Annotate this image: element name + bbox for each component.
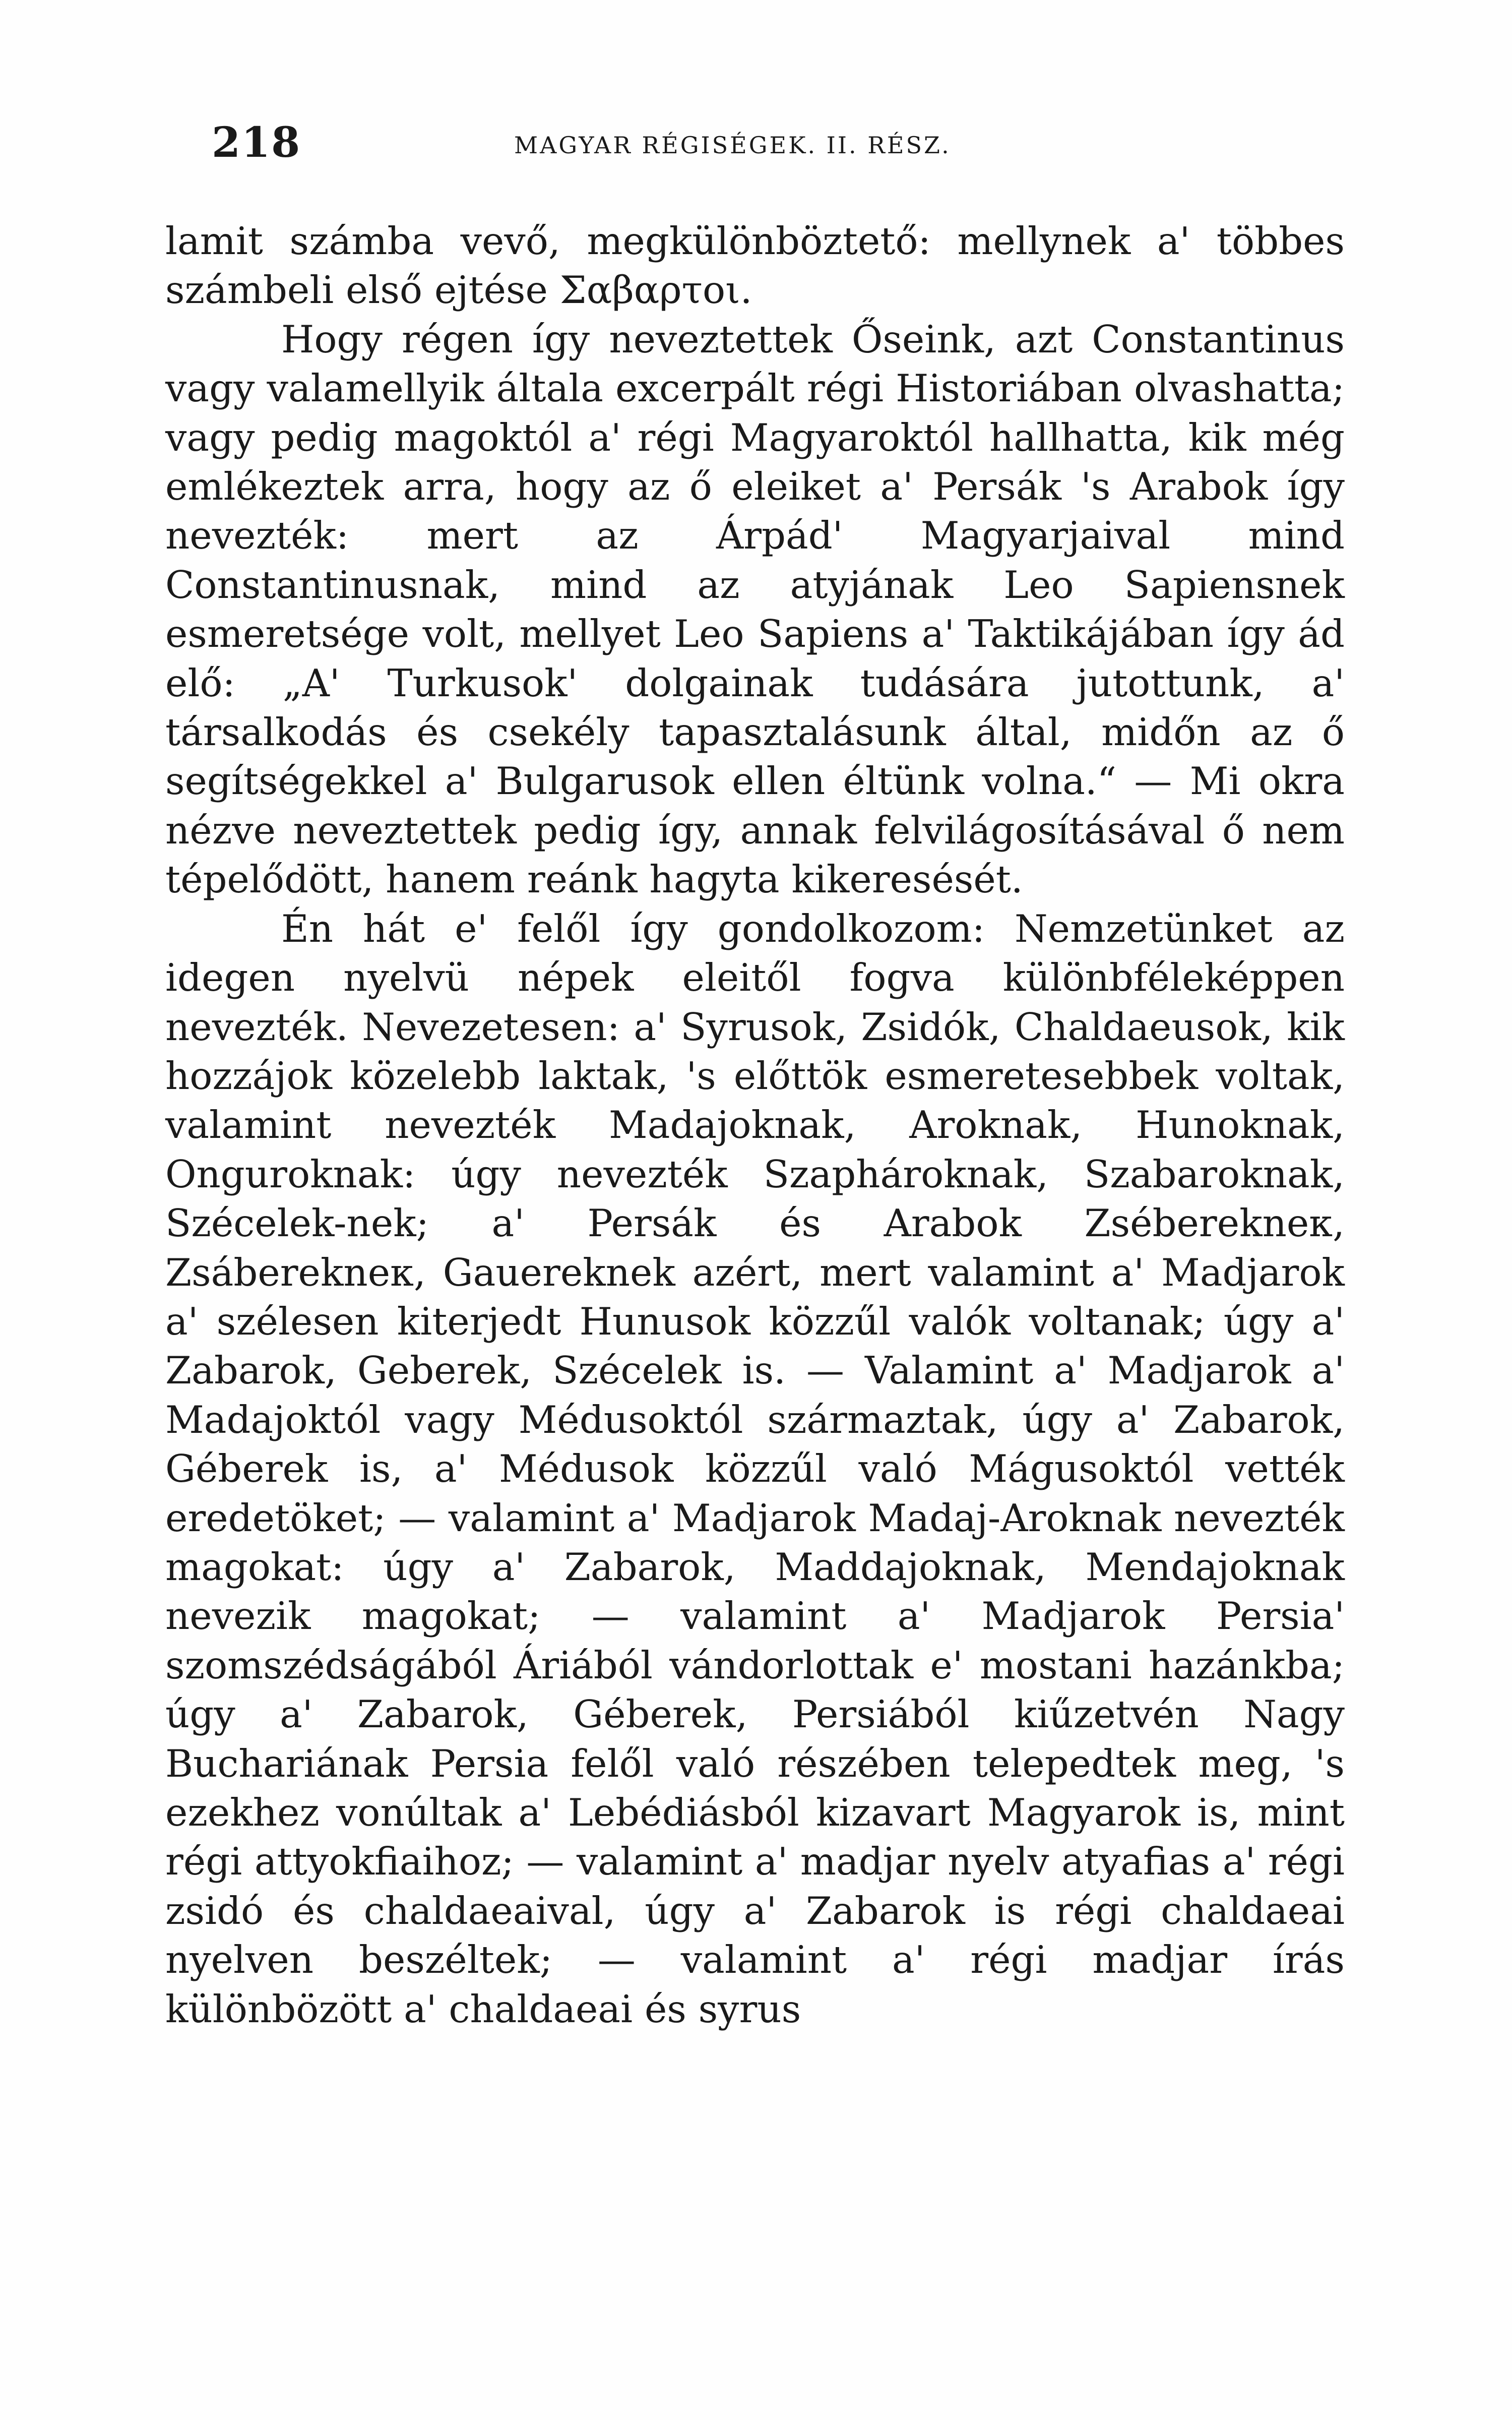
paragraph-nemzetunk: Én hát e' felől így gondolkozom: Nemzetünket az idegen nyelvü népek eleitől fogva különbféleképpen nevezték. Nevezetesen: a' Syrusok, Zsidók, Chaldaeusok, kik hozzájok közelebb laktak, 's előttök esmeretesebbek voltak, valamint nevezték Madajoknak, Aroknak, Hunoknak, Onguroknak: úgy nevezték Szaphároknak, Szabaroknak, Szécelek-nek; a' Persák és Arabok Zséberekneк, Zsáberekneк, Gauereknek azért, mert valamint a' Madjarok a' szélesen kiterjedt Hunusok közzűl valók voltanak; úgy a' Zabarok, Geberek, Szécelek is. — Valamint a' Madjarok a' Madajoktól vagy Médusoktól származtak, úgy a' Zabarok, Géberek is, a' Médusok közzűl való Mágusoktól vették eredetöket; — valamint a' Madjarok Madaj-Aroknak nevezték magokat: úgy a' Zabarok, Maddajoknak, Mendajoknak nevezik magokat; — valamint a' Madjarok Persia' szomszédságából Áriából vándorlottak e' mostani hazánkba; úgy a' Zabarok, Géberek, Persiából kiűzetvén Nagy Buchariának Persia felől való részében telepedtek meg, 's ezekhez vonúltak a' Lebédiásból kizavart Magyarok is, mint régi attyokfiaihoz; — valamint a' madjar nyelv atyafias a' régi zsidó és chaldaeaival, úgy a' Zabarok is régi chaldaeai nyelven beszéltek; — valamint a' régi madjar írás különbözött a' chaldaeai és syrus [165,906,1345,2031]
body-text [165,217,1345,2034]
page-number: 218 [212,118,301,167]
paragraph-continuation: lamit számba vevő, megkülönböztető: mellynek a' többes számbeli első ejtése Σαβαρτοι. [165,219,1345,313]
page-header [212,118,1351,174]
paragraph-constantinus: Hogy régen így neveztettek Őseink, azt Constantinus vagy valamellyik általa excerpált régi Historiában olvashatta; vagy pedig magoktól a' régi Magyaroktól hallhatta, kik még emlékeztek arra, hogy az ő eleiket a' Persák 's Arabok így nevezték: mert az Árpád' Magyarjaival mind Constantinusnak, mind az atyjának Leo Sapiensnek esmeretsége volt, mellyet Leo Sapiens a' Taktikájában így ád elő: „A' Turkusok' dolgainak tudására jutottunk, a' társalkodás és csekély tapasztalásunk által, midőn az ő segítségekkel a' Bulgarusok ellen éltünk volna.“ — Mi okra nézve neveztettek pedig így, annak felvilágosításával ő nem tépelődött, hanem reánk hagyta kikeresését. [165,317,1345,902]
running-head: MAGYAR RÉGISÉGEK. II. RÉSZ. [514,132,951,159]
